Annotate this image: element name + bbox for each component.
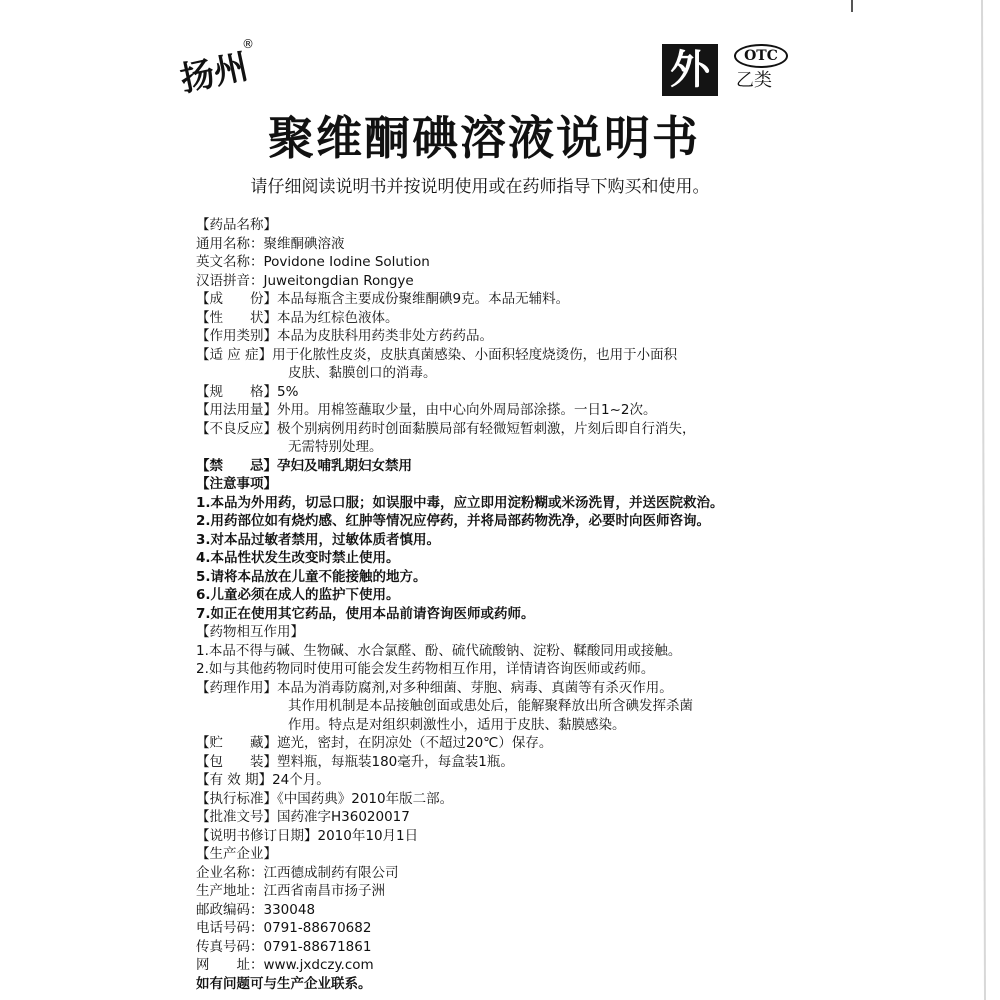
leaflet-line-label: 邮政编码：	[196, 901, 264, 918]
leaflet-line-label: 生产地址：	[196, 883, 264, 899]
leaflet-line-text: 2010年10月1日	[317, 827, 419, 844]
leaflet-line	[196, 272, 796, 291]
document-title: 聚维酮碘溶液说明书	[268, 111, 700, 165]
leaflet-line-text: 5.请将本品放在儿童不能接触的地方。	[196, 568, 427, 585]
leaflet-line-text: 7.如正在使用其它药品，使用本品前请咨询医师或药师。	[196, 605, 535, 622]
leaflet-line-label: 【生产企业】	[196, 846, 277, 862]
leaflet-line	[196, 697, 796, 716]
leaflet-line	[196, 531, 796, 550]
leaflet-line	[196, 623, 796, 642]
leaflet-line	[196, 235, 796, 254]
leaflet-line-label: 【不良反应】	[196, 420, 277, 437]
leaflet-line	[196, 568, 796, 587]
leaflet-line	[196, 864, 796, 883]
leaflet-line-label: 【药物相互作用】	[196, 624, 304, 640]
leaflet-line-text: 本品为皮肤科用药类非处方药药品。	[277, 328, 493, 344]
registered-mark: ®	[242, 37, 254, 51]
leaflet-line-label: 【禁 忌】	[196, 457, 277, 474]
leaflet-line-text: 孕妇及哺乳期妇女禁用	[277, 457, 412, 474]
otc-badge: OTC	[734, 44, 788, 68]
leaflet-line-text: 本品为消毒防腐剂,对多种细菌、芽胞、病毒、真菌等有杀灭作用。	[277, 679, 673, 696]
leaflet-line	[196, 549, 796, 568]
leaflet-line-label: 网 址：	[196, 957, 264, 973]
leaflet-line	[196, 475, 796, 494]
leaflet-line-label: 【适 应 症】	[196, 346, 273, 363]
leaflet-line	[196, 827, 796, 846]
leaflet-line	[196, 383, 796, 402]
leaflet-line-text: 如有问题可与生产企业联系。	[196, 975, 372, 992]
leaflet-line-text: 3.对本品过敏者禁用，过敏体质者慎用。	[196, 531, 441, 548]
leaflet-line-label: 通用名称：	[196, 235, 264, 252]
leaflet-line	[196, 327, 796, 346]
leaflet-line	[196, 401, 796, 420]
leaflet-line	[196, 642, 796, 661]
leaflet-line-text: 4.本品性状发生改变时禁止使用。	[196, 550, 400, 566]
leaflet-line-text: 皮肤、黏膜创口的消毒。	[288, 365, 437, 381]
leaflet-line	[196, 808, 796, 827]
leaflet-line-text: 6.儿童必须在成人的监护下使用。	[196, 587, 400, 603]
leaflet-line-text: 江西德成制药有限公司	[263, 864, 399, 881]
leaflet-line-label: 【贮 藏】	[196, 735, 277, 751]
leaflet-line-text: Juweitongdian Rongye	[263, 272, 414, 289]
leaflet-line-label: 【用法用量】	[196, 402, 277, 418]
leaflet-line-label: 【作用类别】	[196, 328, 277, 344]
leaflet-line-label: 汉语拼音：	[196, 272, 264, 289]
leaflet-line-label: 企业名称：	[196, 864, 264, 881]
leaflet-line	[196, 679, 796, 698]
leaflet-line	[196, 364, 796, 383]
leaflet-line-text: 外用。用棉签蘸取少量，由中心向外周局部涂搽。一日1~2次。	[277, 402, 657, 418]
leaflet-line	[196, 753, 796, 772]
leaflet-line	[196, 494, 796, 513]
leaflet-line	[196, 882, 796, 901]
leaflet-line-text: 本品为红棕色液体。	[277, 309, 399, 326]
leaflet-line-text: 其作用机制是本品接触创面或患处后，能解聚释放出所含碘发挥杀菌	[288, 698, 693, 714]
leaflet-line	[196, 253, 796, 272]
leaflet-line-label: 【规 格】	[196, 383, 277, 400]
leaflet-line	[196, 605, 796, 624]
leaflet-line-text: 2.用药部位如有烧灼感、红肿等情况应停药，并将局部药物洗净，必要时向医师咨询。	[196, 513, 711, 529]
leaflet-line-text: 聚维酮碘溶液	[263, 235, 345, 252]
leaflet-line	[196, 975, 796, 994]
leaflet-line	[196, 457, 796, 476]
leaflet-line	[196, 512, 796, 531]
leaflet-line-label: 电话号码：	[196, 920, 264, 936]
leaflet-line-text: 江西省南昌市扬子洲	[263, 883, 385, 899]
brand-logo-icon	[176, 32, 260, 96]
leaflet-line	[196, 790, 796, 809]
leaflet-line-text: www.jxdczy.com	[263, 957, 374, 973]
leaflet-line-text: 1.本品为外用药，切忌口服；如误服中毒，应立即用淀粉糊或米汤洗胃，并送医院救治。	[196, 494, 724, 511]
leaflet-line	[196, 845, 796, 864]
leaflet-line-text: 0791-88670682	[263, 920, 372, 936]
leaflet-line	[196, 660, 796, 679]
leaflet-line	[196, 438, 796, 457]
otc-class-label: 乙类	[736, 70, 772, 91]
leaflet-line-label: 【成 份】	[196, 291, 277, 307]
leaflet-line-text: 用于化脓性皮炎，皮肤真菌感染、小面积轻度烧烫伤，也用于小面积	[272, 346, 678, 363]
leaflet-line-text: 24个月。	[272, 772, 330, 788]
brand-logo	[176, 32, 260, 96]
leaflet-line-text: 遮光，密封，在阴凉处（不超过20℃）保存。	[277, 735, 553, 751]
leaflet-line-text: 330048	[263, 901, 316, 918]
leaflet-line-text: 5%	[277, 383, 299, 400]
leaflet-line-label: 【性 状】	[196, 309, 277, 326]
leaflet-line	[196, 901, 796, 920]
leaflet-line-label: 【批准文号】	[196, 809, 277, 825]
leaflet-line	[196, 420, 796, 439]
leaflet-line-text: 作用。特点是对组织刺激性小，适用于皮肤、黏膜感染。	[288, 716, 626, 733]
leaflet-line-text: 2.如与其他药物同时使用可能会发生药物相互作用，详情请咨询医师或药师。	[196, 661, 655, 677]
leaflet-line-text: 无需特别处理。	[288, 439, 383, 455]
leaflet-line	[196, 309, 796, 328]
leaflet-line-text: 极个别病例用药时创面黏膜局部有轻微短暂刺激，片刻后即自行消失，	[277, 420, 696, 437]
leaflet-line-label: 传真号码：	[196, 938, 264, 955]
leaflet-line	[196, 956, 796, 975]
brand-logo-mark: 扬州	[176, 46, 252, 96]
leaflet-line-text: 国药准字H36020017	[277, 809, 410, 825]
leaflet-line	[196, 771, 796, 790]
leaflet-line	[196, 919, 796, 938]
leaflet-line-label: 英文名称：	[196, 254, 264, 270]
leaflet-line	[196, 346, 796, 365]
leaflet-line-text: 1.本品不得与碱、生物碱、水合氯醛、酚、硫代硫酸钠、淀粉、鞣酸同用或接触。	[196, 642, 682, 659]
document-subtitle: 请仔细阅读说明书并按说明使用或在药师指导下购买和使用。	[250, 177, 710, 197]
leaflet-line-text: Povidone Iodine Solution	[263, 254, 430, 270]
leaflet-line-label: 【执行标准】	[196, 790, 277, 807]
leaflet-line-label: 【说明书修订日期】	[196, 827, 318, 844]
external-use-badge: 外	[662, 44, 718, 96]
leaflet-line	[196, 938, 796, 957]
leaflet-line-text: 0791-88671861	[263, 938, 372, 955]
leaflet-line-text: 《中国药典》2010年版二部。	[277, 790, 454, 807]
leaflet-line-label: 【药品名称】	[196, 217, 277, 233]
leaflet-line	[196, 734, 796, 753]
leaflet-line-text: 本品每瓶含主要成份聚维酮碘9克。本品无辅料。	[277, 291, 570, 307]
leaflet-line	[196, 216, 796, 235]
leaflet-line-label: 【包 装】	[196, 753, 277, 770]
leaflet-line-label: 【注意事项】	[196, 476, 277, 492]
leaflet-line-label: 【有 效 期】	[196, 772, 273, 788]
leaflet-line-label: 【药理作用】	[196, 679, 277, 696]
leaflet-body	[196, 216, 796, 993]
leaflet-line	[196, 586, 796, 605]
leaflet-line	[196, 290, 796, 309]
leaflet-line	[196, 716, 796, 735]
leaflet-line-text: 塑料瓶，每瓶装180毫升，每盒装1瓶。	[277, 753, 514, 770]
